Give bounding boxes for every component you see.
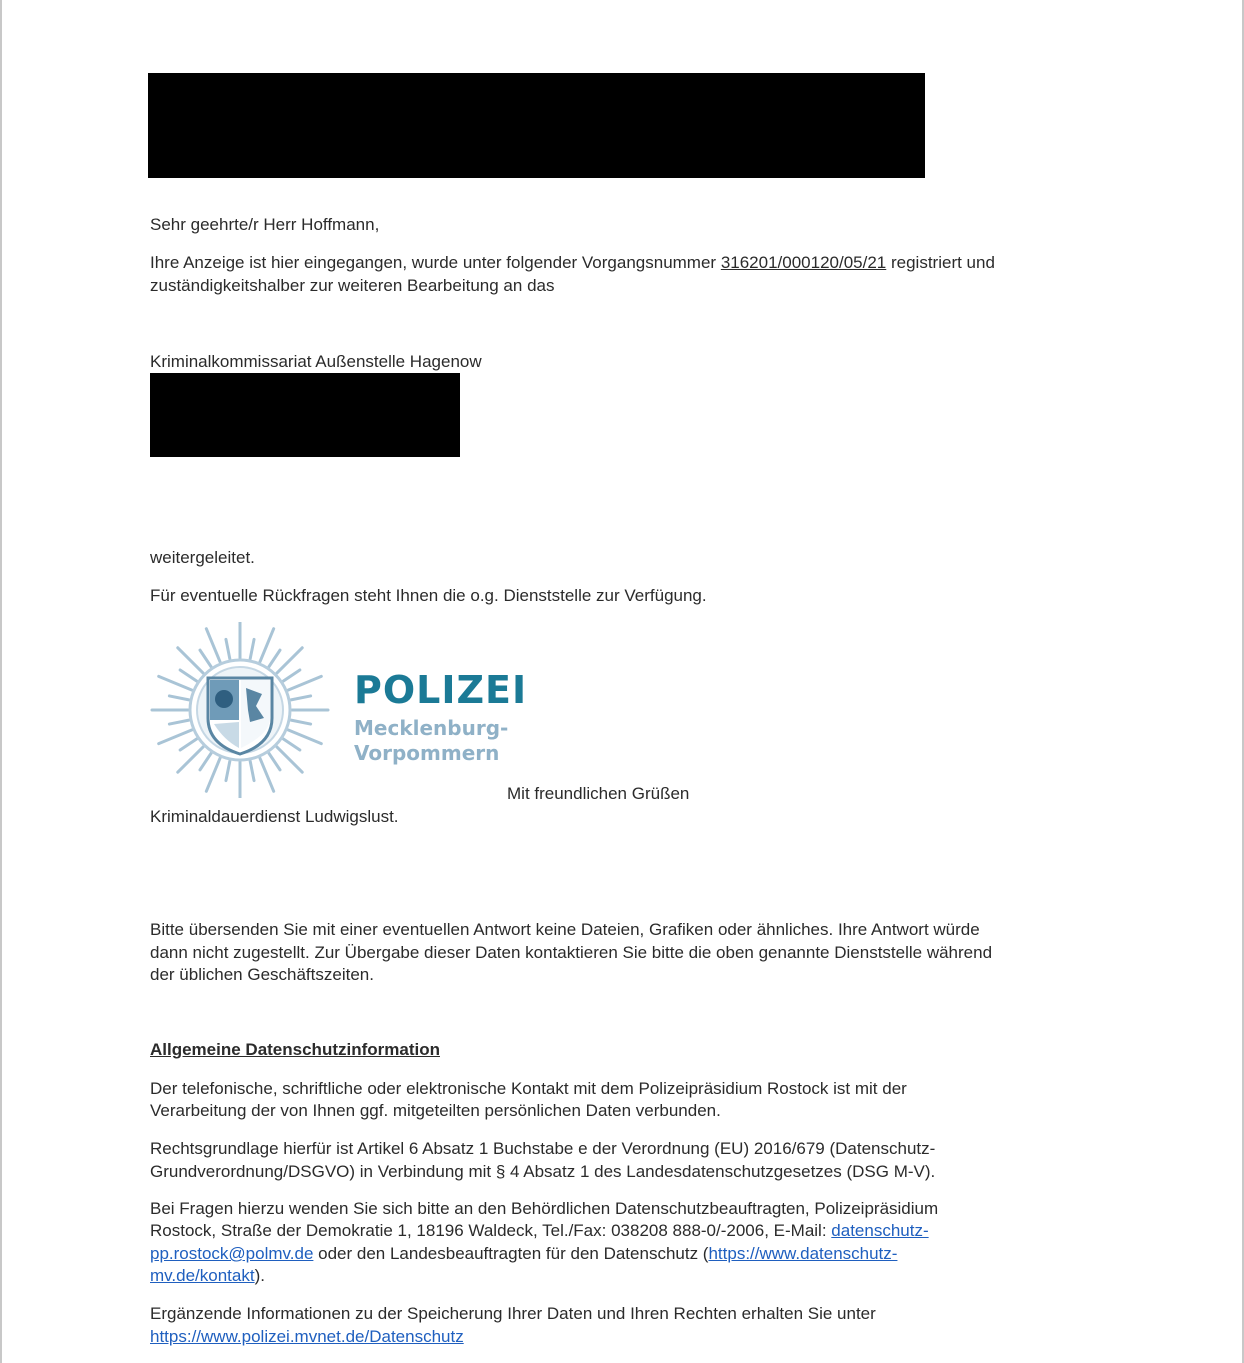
dpa-link-part-1[interactable]: https://www.datenschutz- — [708, 1244, 898, 1263]
star-ray — [200, 650, 211, 667]
privacy-p3-text: oder den Landesbeauftragten für den Datenschutz ( — [313, 1244, 709, 1263]
star-ray — [180, 739, 197, 750]
dpa-link-part-2[interactable]: mv.de/kontakt — [150, 1266, 255, 1285]
privacy-p4-text: Ergänzende Informationen zu der Speicherung Ihrer Daten und Ihren Rechten erhalten Sie unter — [150, 1304, 876, 1323]
sender-name: Kriminaldauerdienst Ludwigslust. — [150, 807, 399, 826]
star-ray — [288, 676, 321, 690]
star-ray — [200, 753, 211, 770]
notice-line-2: dann nicht zugestellt. Zur Übergabe dieser Daten kontaktieren Sie bitte die oben genannte Dienststelle während — [150, 943, 993, 962]
privacy-p3-line-3 — [150, 1243, 897, 1265]
star-ray — [169, 720, 189, 724]
intro-line-1 — [150, 252, 995, 274]
star-ray — [291, 696, 311, 700]
questions-text: Für eventuelle Rückfragen steht Ihnen die o.g. Dienststelle zur Verfügung. — [150, 586, 707, 605]
star-ray — [288, 730, 321, 744]
logo-wordmark: POLIZEI — [354, 668, 528, 712]
star-ray — [206, 629, 220, 662]
star-ray — [250, 761, 254, 781]
star-ray — [206, 758, 220, 791]
privacy-p2-line-1: Rechtsgrundlage hierfür ist Artikel 6 Absatz 1 Buchstabe e der Verordnung (EU) 2016/679 (Datenschutz- — [150, 1139, 936, 1158]
star-ray — [226, 761, 230, 781]
star-ray — [283, 739, 300, 750]
intro-text-after: registriert und — [886, 253, 995, 272]
privacy-p3-line-2 — [150, 1220, 929, 1242]
logo-state-line-1: Mecklenburg- — [354, 716, 509, 740]
forwarded-text: weitergeleitet. — [150, 548, 255, 567]
office-name: Kriminalkommissariat Außenstelle Hagenow — [150, 352, 482, 371]
star-ray — [291, 720, 311, 724]
page-border-left — [0, 0, 2, 1363]
star-ray — [226, 639, 230, 659]
logo-state-line-2: Vorpommern — [354, 741, 500, 765]
star-ray — [260, 629, 274, 662]
police-star-logo — [150, 622, 330, 798]
privacy-p3-end: ). — [254, 1266, 265, 1285]
case-number: 316201/000120/05/21 — [720, 253, 887, 272]
closing-text: Mit freundlichen Grüßen — [507, 784, 690, 803]
star-ray — [250, 639, 254, 659]
notice-line-3: der üblichen Geschäftszeiten. — [150, 965, 374, 984]
redacted-address — [150, 373, 460, 457]
privacy-p3-line-4 — [150, 1265, 265, 1287]
email-link-part-2[interactable]: pp.rostock@polmv.de — [150, 1244, 314, 1263]
privacy-p1-line-2: Verarbeitung der von Ihnen ggf. mitgeteilten persönlichen Daten verbunden. — [150, 1101, 721, 1120]
privacy-p1-line-1: Der telefonische, schriftliche oder elektronische Kontakt mit dem Polizeipräsidium Rostock ist mit der — [150, 1079, 907, 1098]
intro-text-before: Ihre Anzeige ist hier eingegangen, wurde unter folgender Vorgangsnummer — [150, 253, 721, 272]
star-ray — [159, 730, 192, 744]
greeting: Sehr geehrte/r Herr Hoffmann, — [150, 215, 380, 234]
redacted-header — [148, 73, 925, 178]
intro-line-2: zuständigkeitshalber zur weiteren Bearbeitung an das — [150, 276, 555, 295]
privacy-heading: Allgemeine Datenschutzinformation — [150, 1040, 440, 1059]
star-ray — [269, 753, 280, 770]
notice-line-1: Bitte übersenden Sie mit einer eventuellen Antwort keine Dateien, Grafiken oder ähnliches. Ihre Antwort würde — [150, 920, 980, 939]
privacy-p3-address: Rostock, Straße der Demokratie 1, 18196 Waldeck, Tel./Fax: 038208 888-0/-2006, E-Mail: — [150, 1221, 832, 1240]
email-link-part-1[interactable]: datenschutz- — [831, 1221, 929, 1240]
star-ray — [260, 758, 274, 791]
star-ray — [169, 696, 189, 700]
star-ray — [180, 670, 197, 681]
star-ray — [283, 670, 300, 681]
privacy-p3-line-1: Bei Fragen hierzu wenden Sie sich bitte an den Behördlichen Datenschutzbeauftragten, Polizeipräsidium — [150, 1199, 939, 1218]
privacy-p2-line-2: Grundverordnung/DSGVO) in Verbindung mit § 4 Absatz 1 des Landesdatenschutzgesetzes (DSG M-V). — [150, 1162, 936, 1181]
police-privacy-link[interactable]: https://www.polizei.mvnet.de/Datenschutz — [150, 1327, 464, 1346]
star-ray — [159, 676, 192, 690]
star-ray — [269, 650, 280, 667]
